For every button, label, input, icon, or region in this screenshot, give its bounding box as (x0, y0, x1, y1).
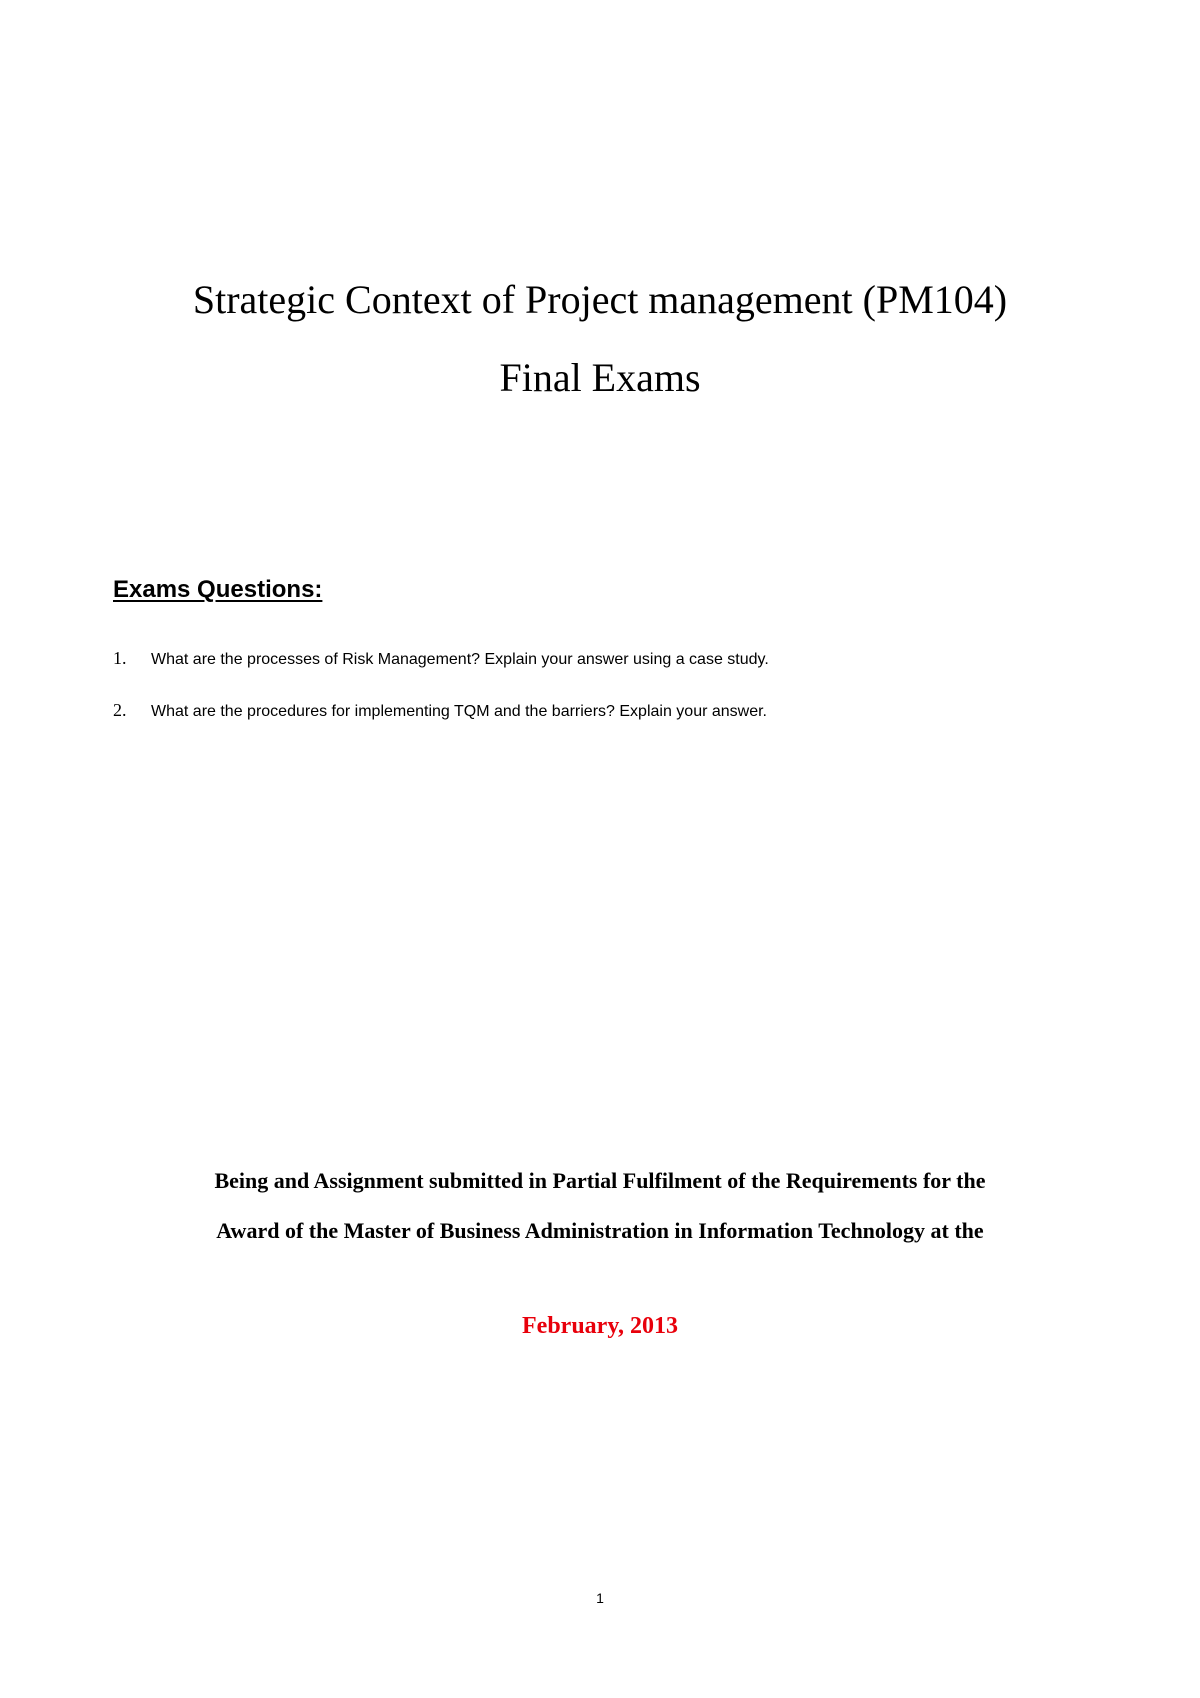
submission-statement-line-1: Being and Assignment submitted in Partial Fulfilment of the Requirements for the (214, 1168, 986, 1193)
page-number: 1 (596, 1590, 604, 1606)
question-item (113, 648, 1113, 700)
submission-date: February, 2013 (522, 1313, 678, 1339)
question-number: 2. (113, 700, 127, 720)
document-subtitle: Final Exams (499, 355, 701, 400)
submission-statement-line-2: Award of the Master of Business Administration in Information Technology at the (216, 1218, 984, 1243)
question-text: What are the processes of Risk Management? Explain your answer using a case study. (151, 651, 769, 668)
question-text: What are the procedures for implementing TQM and the barriers? Explain your answer. (151, 703, 767, 720)
question-item (113, 700, 1113, 752)
questions-heading: Exams Questions: (113, 576, 323, 603)
document-title: Strategic Context of Project management (PM104) (192, 277, 1008, 322)
question-number: 1. (113, 648, 127, 668)
questions-list (113, 648, 1113, 752)
